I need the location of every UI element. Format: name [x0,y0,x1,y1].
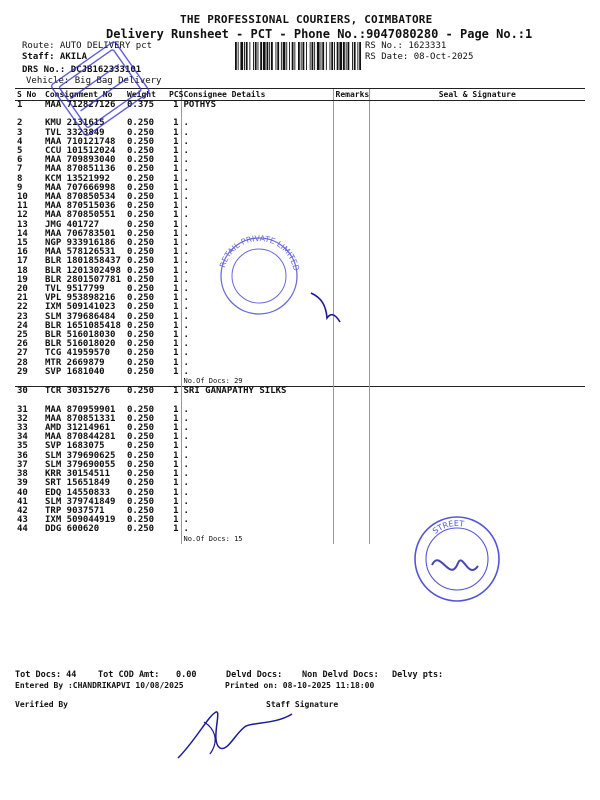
verified-by-label: Verified By [15,700,68,709]
row-weight: 0.250 [127,404,155,415]
row-weight: 0.250 [127,505,155,516]
row-weight: 0.250 [127,228,155,239]
row-pcs: 1 [173,366,179,377]
row-weight: 0.250 [127,366,155,377]
row-consignment-no: VPL 953898216 [45,293,116,304]
row-consignment-no: TCR 30315276 [43,387,125,397]
row-weight: 0.250 [127,339,155,350]
row-pcs: 1 [173,432,179,443]
row-consignee: . [181,138,333,147]
row-pcs: 1 [173,311,179,322]
row-consignment-no: SRT 15651849 [45,478,111,489]
row-pcs: 1 [173,247,179,258]
row-consignment-no: MAA 870844281 [45,432,116,443]
row-consignee: . [181,267,333,276]
row-sno: 33 [17,423,28,434]
row-sno: 28 [17,357,28,368]
courier-stamp [51,41,150,137]
row-sno: 17 [17,256,28,267]
row-pcs: 1 [173,284,179,295]
staff-label: Staff: AKILA [22,52,88,62]
row-consignment-no: SLM 379690055 [45,459,116,470]
row-sno: 23 [17,311,28,322]
col-remarks: Remarks [333,89,369,101]
row-consignee: . [181,507,333,516]
row-pcs: 1 [173,155,179,166]
row-sno: 25 [17,330,28,341]
group-doc-count: No.Of Docs: 15 [181,535,333,544]
row-weight: 0.250 [125,387,167,397]
row-pcs: 1 [173,210,179,221]
row-consignment-no: MTR 2669879 [45,357,105,368]
row-sno: 12 [17,210,28,221]
runsheet-title: Delivery Runsheet - PCT - Phone No.:9047080280 - Page No.:1 [106,27,533,41]
row-consignee: . [181,322,333,331]
row-consignment-no: TCG 41959570 [45,348,111,359]
row-weight: 0.250 [127,441,155,452]
row-consignee: . [181,442,333,451]
row-sno: 16 [17,247,28,258]
row-consignee: . [181,184,333,193]
row-consignment-no: MAA 707666998 [45,182,116,193]
row-sno: 41 [17,496,28,507]
row-sno: 8 [17,173,23,184]
rs-date: RS Date: 08-Oct-2025 [365,52,474,62]
row-weight: 0.250 [127,155,155,166]
row-consignee: . [181,489,333,498]
row-sno: 2 [17,118,23,129]
row-consignment-no: EDQ 14550833 [45,487,111,498]
row-consignment-no: SLM 379690625 [45,450,116,461]
row-consignee: . [181,294,333,303]
row-pcs: 1 [173,459,179,470]
row-consignment-no: KRR 30154511 [45,469,111,480]
row-sno: 13 [17,219,28,230]
row-sno: 1 [17,100,23,110]
row-pcs: 1 [173,320,179,331]
row-sno: 39 [17,478,28,489]
row-pcs: 1 [173,413,179,424]
row-sno: 44 [17,524,28,535]
row-consignment-no: MAA 706783501 [45,228,116,239]
row-sno: 5 [17,146,23,156]
entered-by: Entered By :CHANDRIKAPVI 10/08/2025 [15,681,184,690]
row-consignee: . [181,368,333,377]
row-consignment-no: MAA 870851136 [45,164,116,175]
row-consignee: . [181,359,333,368]
row-consignment-no: MAA 710121748 [45,136,116,147]
row-pcs: 1 [173,330,179,341]
row-weight: 0.250 [127,219,155,230]
row-weight: 0.250 [127,320,155,331]
total-docs: Tot Docs: 44 [15,670,77,680]
row-consignment-no: SLM 379741849 [45,496,116,507]
row-consignee: . [181,165,333,174]
row-consignment-no: BLR 1801858437 [45,256,121,267]
row-consignee: . [181,525,333,534]
row-consignee: . [181,248,333,257]
row-pcs: 1 [173,339,179,350]
row-consignment-no: SVP 1683075 [45,441,105,452]
row-sno: 3 [17,127,23,138]
row-sno: 9 [17,182,23,193]
row-consignee: . [181,516,333,525]
row-pcs: 1 [173,182,179,193]
row-consignee: . [181,285,333,294]
row-consignee: . [181,276,333,285]
row-consignment-no: MAA 712827126 [45,100,116,110]
row-weight: 0.250 [127,515,155,526]
row-consignee: . [181,230,333,239]
row-consignee: POTHYS [181,101,333,111]
row-pcs: 1 [173,228,179,239]
non-delivered-docs: Non Delvd Docs: [302,670,379,680]
row-consignment-no: MAA 870850551 [45,210,116,221]
row-consignee: SRI GANAPATHY SILKS [181,387,333,397]
row-consignment-no: BLR 2801507781 [45,274,121,285]
company-seal [218,234,301,314]
row-pcs: 1 [173,136,179,147]
row-sno: 26 [17,339,28,350]
row-weight: 0.250 [127,192,155,203]
row-weight: 0.375 [127,100,155,110]
staff-signature [178,712,292,758]
row-weight: 0.250 [127,348,155,359]
row-consignment-no: BLR 1651085418 [45,320,121,331]
row-pcs: 1 [173,118,179,129]
row-consignment-no: KCM 13521992 [45,173,111,184]
row-sno: 14 [17,228,28,239]
row-weight: 0.250 [127,496,155,507]
row-pcs: 1 [173,256,179,267]
row-consignment-no: BLR 516018030 [45,330,116,341]
delivered-docs: Delvd Docs: [226,670,283,680]
col-consignment: Consignment No [43,89,125,101]
row-weight: 0.250 [127,524,155,535]
row-sno: 43 [17,515,28,526]
row-consignment-no: MAA 870850534 [45,192,116,203]
row-pcs: 1 [173,515,179,526]
row-weight: 0.250 [127,118,155,129]
row-pcs: 1 [173,348,179,359]
row-consignee: . [181,461,333,470]
row-sno: 11 [17,201,28,212]
row-sno: 42 [17,505,28,516]
row-pcs: 1 [173,524,179,535]
row-consignment-no: MAA 870851331 [45,413,116,424]
delivery-points: Delvy pts: [392,670,444,680]
row-sno: 36 [17,450,28,461]
row-pcs: 1 [167,387,181,397]
row-consignee: . [181,406,333,415]
row-sno: 32 [17,413,28,424]
row-sno: 10 [17,192,28,203]
row-consignee: . [181,424,333,433]
row-consignee: . [181,147,333,156]
row-consignment-no: IXM 509044919 [45,515,116,526]
row-sno: 21 [17,293,28,304]
row-weight: 0.250 [127,127,155,138]
row-consignment-no: MAA 870959901 [45,404,116,415]
row-weight: 0.250 [127,238,155,249]
row-consignee: . [181,433,333,442]
row-weight: 0.250 [127,487,155,498]
row-weight: 0.250 [127,469,155,480]
row-pcs: 1 [173,469,179,480]
row-consignee: . [181,331,333,340]
row-consignment-no: AMD 31214961 [45,423,111,434]
col-pcs: PCS [169,90,184,99]
row-weight: 0.250 [127,432,155,443]
row-weight: 0.250 [127,302,155,313]
row-sno: 22 [17,302,28,313]
row-pcs: 1 [173,505,179,516]
row-consignment-no: SLM 379686484 [45,311,116,322]
row-pcs: 1 [173,293,179,304]
row-pcs: 1 [173,173,179,184]
row-weight: 0.250 [127,136,155,147]
row-consignee: . [181,313,333,322]
total-cod-value: 0.00 [176,670,197,680]
row-sno: 15 [17,238,28,249]
row-weight: 0.250 [127,256,155,267]
row-sno: 30 [15,387,43,397]
row-sno: 7 [17,164,23,175]
row-weight: 0.250 [127,265,155,276]
row-weight: 0.250 [127,330,155,341]
row-consignee: . [181,452,333,461]
row-consignment-no: MAA 709893040 [45,155,116,166]
row-consignment-no: SVP 1681040 [45,366,105,377]
row-pcs: 1 [173,265,179,276]
row-consignment-no: TVL 3323849 [45,127,105,138]
row-weight: 0.250 [127,423,155,434]
row-pcs: 1 [173,164,179,175]
row-consignee: . [181,257,333,266]
row-consignee: . [181,239,333,248]
row-consignee: . [181,193,333,202]
row-weight: 0.250 [127,274,155,285]
row-consignee: . [181,340,333,349]
row-consignment-no: TVL 9517799 [45,284,105,295]
drs-number: DRS No.: DCJB162333101 [22,65,142,75]
row-sno: 29 [17,366,28,377]
row-weight: 0.250 [127,293,155,304]
row-pcs: 1 [173,357,179,368]
row-weight: 0.250 [127,478,155,489]
vehicle-label: Vehicle: Big Bag Delivery [26,76,162,86]
row-sno: 6 [17,155,23,166]
row-pcs: 1 [173,404,179,415]
row-sno: 31 [17,404,28,415]
total-cod-label: Tot COD Amt: [98,670,160,680]
row-pcs: 1 [173,496,179,507]
row-weight: 0.250 [127,413,155,424]
delivery-signature-mark [311,293,340,322]
row-weight: 0.250 [127,450,155,461]
row-consignee: . [181,349,333,358]
row-sno: 40 [17,487,28,498]
row-pcs: 1 [173,238,179,249]
row-consignee: . [181,129,333,138]
row-weight: 0.250 [127,311,155,322]
row-consignee: . [181,175,333,184]
row-pcs: 1 [173,100,179,110]
row-consignee: . [181,498,333,507]
row-consignment-no: IXM 509141023 [45,302,116,313]
row-consignment-no: DDG 600620 [45,524,100,535]
row-sno: 37 [17,459,28,470]
row-consignment-no: MAA 578126531 [45,247,116,258]
row-consignment-no: NGP 933916186 [45,238,116,249]
row-sno: 19 [17,274,28,285]
row-weight: 0.250 [127,357,155,368]
row-pcs: 1 [173,441,179,452]
row-weight: 0.250 [127,146,155,156]
row-consignee: . [181,202,333,211]
group-doc-count: No.Of Docs: 29 [181,377,333,387]
row-consignment-no: BLR 1201302498 [45,265,121,276]
row-weight: 0.250 [127,284,155,295]
row-consignment-no: TRP 9037571 [45,505,105,516]
row-weight: 0.250 [127,182,155,193]
row-consignment-no: JMG 401727 [45,219,100,230]
row-consignment-no: KMU 2131615 [45,118,105,129]
row-sno: 27 [17,348,28,359]
row-sno: 35 [17,441,28,452]
svg-text:RETAIL PRIVATE LIMITED: RETAIL PRIVATE LIMITED [218,233,301,272]
row-pcs: 1 [173,201,179,212]
row-sno: 34 [17,432,28,443]
row-consignee: . [181,303,333,312]
row-consignee: . [181,479,333,488]
row-weight: 0.250 [127,247,155,258]
row-consignee: . [181,470,333,479]
row-consignment-no: MAA 870515036 [45,201,116,212]
row-sno: 38 [17,469,28,480]
row-consignment-no: CCU 101512024 [45,146,116,156]
row-pcs: 1 [173,302,179,313]
row-pcs: 1 [173,192,179,203]
row-consignee: . [181,221,333,230]
printed-on: Printed on: 08-10-2025 11:18:00 [225,681,375,690]
row-weight: 0.250 [127,173,155,184]
row-pcs: 1 [173,219,179,230]
col-weight: Weight [125,89,167,101]
row-consignee: . [181,415,333,424]
row-weight: 0.250 [127,201,155,212]
row-consignee: . [181,211,333,220]
col-sno: S No [15,89,43,101]
rs-number: RS No.: 1623331 [365,41,447,51]
row-sno: 24 [17,320,28,331]
row-weight: 0.250 [127,210,155,221]
row-pcs: 1 [173,478,179,489]
row-consignee: . [181,119,333,128]
row-sno: 18 [17,265,28,276]
row-pcs: 1 [173,274,179,285]
row-pcs: 1 [173,423,179,434]
svg-text:STREET: STREET [430,518,465,536]
row-pcs: 1 [173,450,179,461]
row-sno: 4 [17,136,23,147]
row-consignment-no: BLR 516018020 [45,339,116,350]
row-consignee: . [181,156,333,165]
row-weight: 0.250 [127,459,155,470]
row-pcs: 1 [173,146,179,156]
row-sno: 20 [17,284,28,295]
row-pcs: 1 [173,127,179,138]
company-name: THE PROFESSIONAL COURIERS, COIMBATORE [180,13,433,26]
col-consignee: Consignee Details [181,89,333,101]
route-label: Route: AUTO DELIVERY pct [22,41,153,51]
street-stamp [415,517,499,601]
row-pcs: 1 [173,487,179,498]
col-seal-signature: Seal & Signature [369,89,585,101]
row-weight: 0.250 [127,164,155,175]
staff-signature-label: Staff Signature [266,700,339,709]
